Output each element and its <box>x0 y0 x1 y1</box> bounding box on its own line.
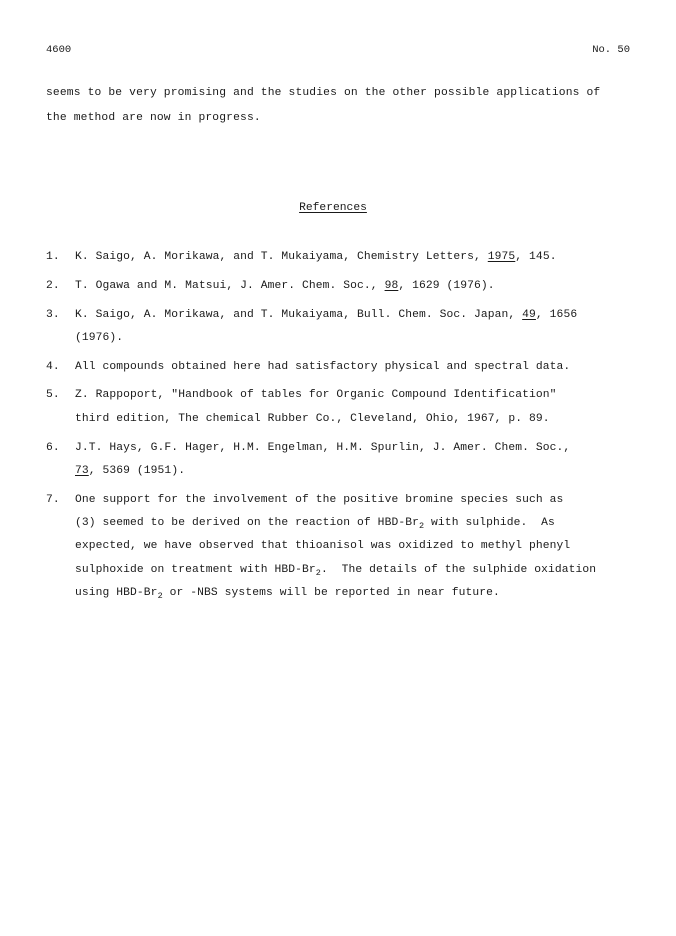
reference-line: (3) seemed to be derived on the reaction of HBD-$Br_2$ with sulphide. As <box>75 516 555 531</box>
reference-line: All compounds obtained here had satisfactory physical and spectral data. <box>75 360 571 373</box>
intro-line: seems to be very promising and the studies on the other possible applications of <box>46 87 601 99</box>
reference-number: 2. <box>46 279 60 292</box>
reference-line: One support for the involvement of the positive bromine species such as <box>75 493 564 506</box>
reference-line: Z. Rappoport, "Handbook of tables for Organic Compound Identification" <box>75 389 557 402</box>
reference-item <box>46 356 646 379</box>
reference-item <box>46 304 646 351</box>
subscript: 2 <box>418 520 425 531</box>
volume-number: 73 <box>75 464 89 477</box>
page-number: 4600 <box>46 44 72 56</box>
reference-line: expected, we have observed that thioanisol was oxidized to methyl phenyl <box>75 540 571 553</box>
intro-paragraph <box>46 81 638 130</box>
reference-line: K. Saigo, A. Morikawa, and T. Mukaiyama, Chemistry Letters, 1975, 145. <box>75 251 557 263</box>
references-heading-text: References <box>299 202 367 214</box>
reference-line: K. Saigo, A. Morikawa, and T. Mukaiyama, Bull. Chem. Soc. Japan, 49, 1656 <box>75 308 578 321</box>
volume-year: 1975 <box>487 251 516 263</box>
reference-number: 4. <box>46 360 60 373</box>
reference-item <box>46 437 646 484</box>
reference-number: 5. <box>46 389 60 402</box>
reference-line: J.T. Hays, G.F. Hager, H.M. Engelman, H.M. Spurlin, J. Amer. Chem. Soc., <box>75 441 571 454</box>
reference-line: sulphoxide on treatment with HBD-$Br_2$. The details of the sulphide oxidation <box>75 563 597 578</box>
reference-line: 73, 5369 (1951). <box>75 464 186 477</box>
reference-item <box>46 489 646 605</box>
issue-number: No. 50 <box>592 44 630 56</box>
references-heading <box>0 202 676 214</box>
reference-line: T. Ogawa and M. Matsui, J. Amer. Chem. Soc., 98, 1629 (1976). <box>75 279 495 292</box>
reference-item <box>46 275 646 298</box>
reference-number: 1. <box>46 251 60 263</box>
reference-number: 7. <box>46 493 60 506</box>
reference-number: 3. <box>46 308 60 321</box>
intro-line: the method are now in progress. <box>46 111 261 124</box>
reference-item <box>46 246 646 269</box>
reference-list <box>46 246 646 611</box>
volume-number: 98 <box>384 279 399 292</box>
subscript: 2 <box>157 590 163 601</box>
volume-number: 49 <box>522 308 536 321</box>
reference-number: 6. <box>46 441 60 454</box>
reference-item <box>46 384 646 431</box>
reference-line: (1976). <box>75 331 124 344</box>
reference-line: using HBD-$Br_2$ or -NBS systems will be reported in near future. <box>75 586 500 601</box>
reference-line: third edition, The chemical Rubber Co., Cleveland, Ohio, 1967, p. 89. <box>75 412 550 425</box>
subscript: 2 <box>315 567 321 578</box>
